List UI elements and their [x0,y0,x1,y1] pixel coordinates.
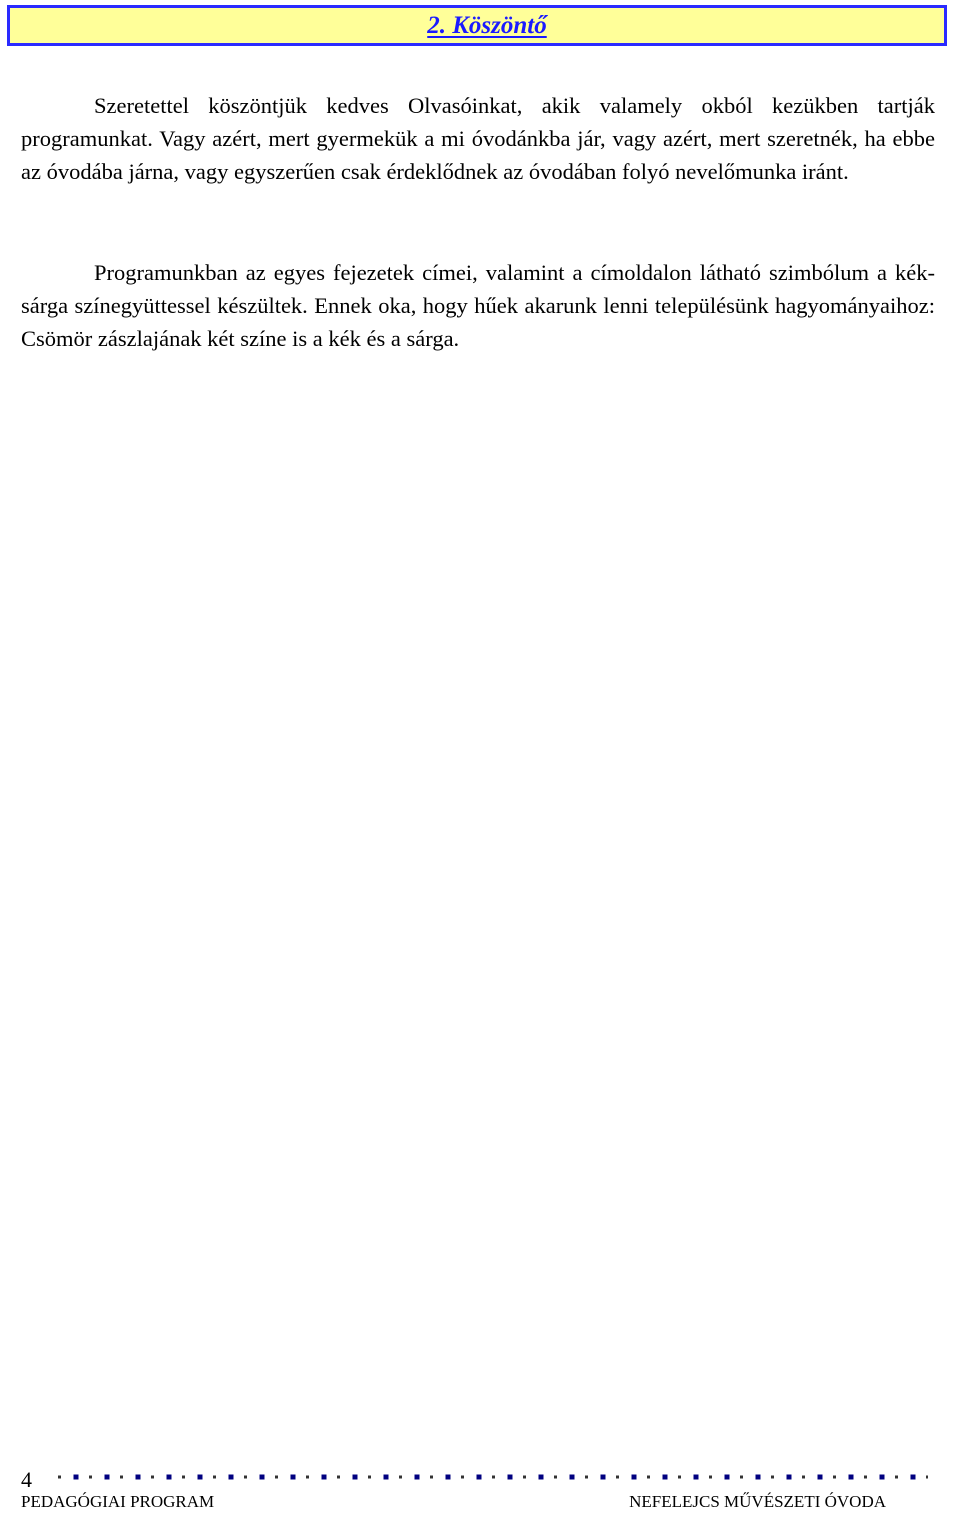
footer-square-dot [322,1475,327,1480]
intro-paragraph: Szeretettel köszöntjük kedves Olvasóinkat, akik valamely okból kezükben tartják programunkat. Vagy azért, mert gyermekük a mi óvodánkba jár, vagy azért, mert szeretnék, ha ebbe az óvodába járna, vagy egyszerűen csak érdeklődnek az óvodában folyó nevelőmunka iránt. [21,93,935,184]
footer-small-dot [58,1476,61,1479]
footer-document-title: PEDAGÓGIAI PROGRAM [21,1492,215,1511]
footer-small-dot [926,1476,928,1479]
footer-small-dot [864,1476,867,1479]
footer-small-dot [833,1476,836,1479]
footer-square-dot [849,1475,854,1480]
footer-square-dot [818,1475,823,1480]
section-heading-title: 2. Köszöntő [427,11,547,39]
footer-small-dot [647,1476,650,1479]
footer-institution-name: NEFELEJCS MŰVÉSZETI ÓVODA [629,1492,886,1511]
footer-small-dot [213,1476,216,1479]
footer-small-dot [182,1476,185,1479]
footer-small-dot [492,1476,495,1479]
footer-square-dot [291,1475,296,1480]
footer-small-dot [802,1476,805,1479]
footer-small-dot [771,1476,774,1479]
footer-square-dot [725,1475,730,1480]
footer-small-dot [709,1476,712,1479]
footer-small-dot [368,1476,371,1479]
footer-small-dot [523,1476,526,1479]
footer-square-dot [508,1475,513,1480]
footer-square-dot [198,1475,203,1480]
footer-square-dot [74,1475,79,1480]
footer-small-dot [430,1476,433,1479]
footer-square-dot [477,1475,482,1480]
footer-square-dot [415,1475,420,1480]
footer-square-dot [229,1475,234,1480]
footer-square-dot [105,1475,110,1480]
footer-small-dot [678,1476,681,1479]
colors-paragraph: Programunkban az egyes fejezetek címei, valamint a címoldalon látható szimbólum a kék-sárga színegyüttessel készültek. Ennek oka, hogy hűek akarunk lenni településünk hagyományaihoz: Csömör zászlajának két színe is a kék és a sárga. [21,260,935,351]
section-heading-box [7,5,947,46]
footer-small-dot [120,1476,123,1479]
footer-small-dot [461,1476,464,1479]
footer-square-dot [446,1475,451,1480]
footer-small-dot [585,1476,588,1479]
footer-small-dot [399,1476,402,1479]
footer-square-dot [539,1475,544,1480]
footer-square-dot [570,1475,575,1480]
footer-small-dot [740,1476,743,1479]
footer-square-dot [787,1475,792,1480]
footer-square-dot [260,1475,265,1480]
footer-square-dot [353,1475,358,1480]
footer-small-dot [554,1476,557,1479]
footer-square-dot [880,1475,885,1480]
footer-small-dot [306,1476,309,1479]
footer-square-dot [694,1475,699,1480]
footer-square-dot [663,1475,668,1480]
footer-small-dot [616,1476,619,1479]
footer-small-dot [244,1476,247,1479]
footer-square-dot [756,1475,761,1480]
footer-square-dot [911,1475,916,1480]
page-number: 4 [21,1467,32,1492]
footer-square-dot [136,1475,141,1480]
footer-square-dot [167,1475,172,1480]
footer-small-dot [275,1476,278,1479]
footer-small-dot [151,1476,154,1479]
footer-small-dot [337,1476,340,1479]
footer-square-dot [601,1475,606,1480]
footer-square-dot [384,1475,389,1480]
footer-dotted-rule [58,1471,928,1483]
footer-small-dot [895,1476,898,1479]
footer-square-dot [632,1475,637,1480]
footer-small-dot [89,1476,92,1479]
